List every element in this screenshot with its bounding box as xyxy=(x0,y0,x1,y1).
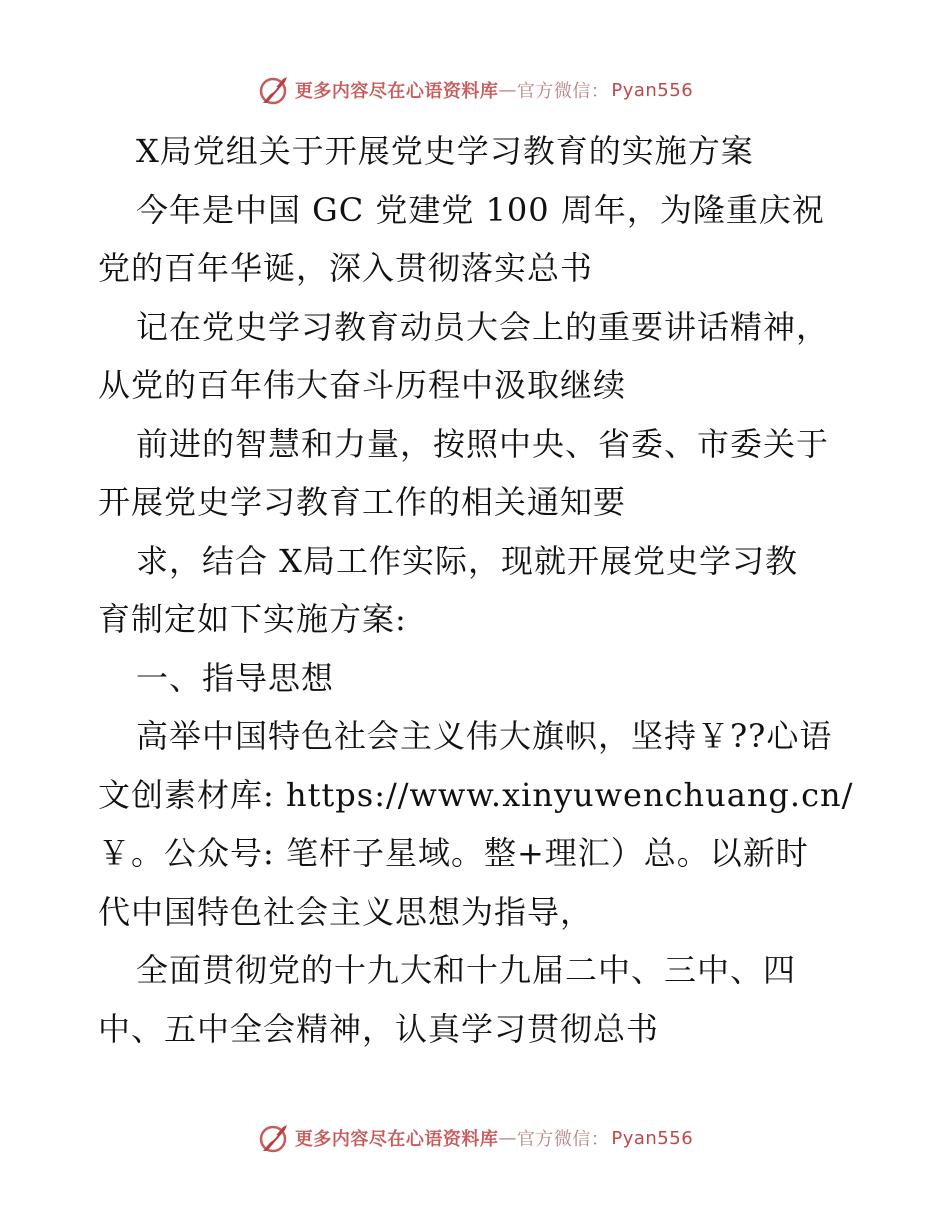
document-body xyxy=(98,122,858,1058)
watermark-wechat-label: 官方微信： xyxy=(516,1129,610,1150)
watermark-site-name: 更多内容尽在心语资料库 xyxy=(294,81,499,102)
paragraph-line: 代中国特色社会主义思想为指导， xyxy=(98,892,594,931)
paragraph-line: 党的百年华诞，深入贯彻落实总书 xyxy=(98,249,594,287)
paragraph-line: 文创素材库: https://www.xinyuwenchuang.cn/ xyxy=(98,775,854,814)
paragraph-line: 高举中国特色社会主义伟大旗帜，坚持￥??心语 xyxy=(136,717,833,755)
watermark-separator: — xyxy=(498,79,517,101)
paragraph-line: 求，结合 X局工作实际，现就开展党史学习教 xyxy=(136,541,798,580)
watermark-wechat-id: Pyan556 xyxy=(611,79,694,101)
paragraph-line: 从党的百年伟大奋斗历程中汲取继续 xyxy=(98,366,627,404)
paragraph-line: 全面贯彻党的十九大和十九届二中、三中、四 xyxy=(136,951,797,989)
watermark-wechat-label: 官方微信： xyxy=(516,81,610,102)
paragraph-line: 记在党史学习教育动员大会上的重要讲话精神， xyxy=(136,307,830,346)
watermark-site-name: 更多内容尽在心语资料库 xyxy=(294,1129,499,1150)
paragraph-line: 开展党史学习教育工作的相关通知要 xyxy=(98,483,627,521)
watermark-separator: — xyxy=(498,1127,517,1149)
header-watermark-banner xyxy=(0,70,950,110)
paragraph-line: 前进的智慧和力量，按照中央、省委、市委关于 xyxy=(136,424,830,463)
paragraph-line: 中、五中全会精神，认真学习贯彻总书 xyxy=(98,1009,660,1048)
section-heading: 一、指导思想 xyxy=(136,658,335,697)
quill-pen-logo-icon xyxy=(257,73,291,107)
footer-watermark-banner xyxy=(0,1118,950,1158)
document-title: X局党组关于开展党史学习教育的实施方案 xyxy=(136,132,754,170)
paragraph-line: 今年是中国 GC 党建党 100 周年，为隆重庆祝 xyxy=(136,190,825,229)
watermark-wechat-id: Pyan556 xyxy=(611,1127,694,1149)
quill-pen-logo-icon xyxy=(257,1121,291,1155)
paragraph-line: ￥。公众号: 笔杆子星域。整+理汇）总。以新时 xyxy=(98,834,809,872)
paragraph-line: 育制定如下实施方案: xyxy=(98,600,407,638)
